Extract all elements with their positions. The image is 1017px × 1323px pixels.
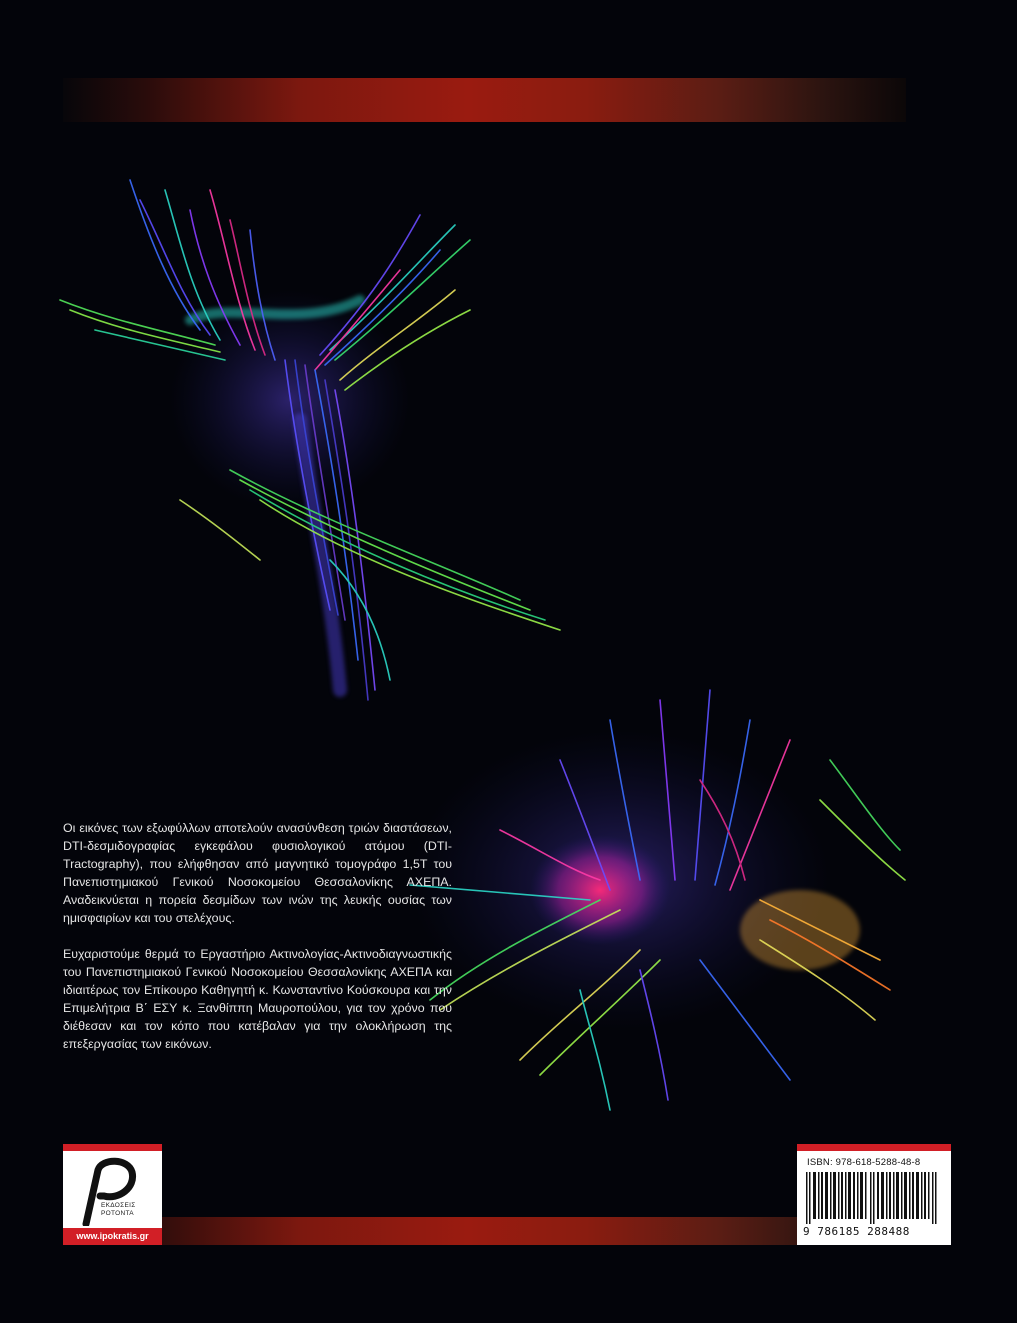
description-paragraph-1: Οι εικόνες των εξωφύλλων αποτελούν ανασύνθεση τριών διαστάσεων, DTI-δεσμιδογραφίας εγκεφάλου φυσιολογικού ατόμου (DTI-Tractography), που ελήφθησαν από μαγνητικό τομογράφο 1,5Τ του Πανεπιστημιακού Γενικού Νοσοκομείου Θεσσαλονίκης ΑΧΕΠΑ. Αναδεικνύεται η πορεία δεσμίδων των ινών της λευκής ουσίας των ημισφαιρίων και του στελέχους.: [63, 821, 452, 925]
publisher-url: www.ipokratis.gr: [63, 1228, 162, 1245]
bottom-gradient-band: [63, 1217, 906, 1245]
publisher-logo: [63, 1144, 162, 1245]
isbn-barcode-box: [797, 1144, 951, 1245]
description-text: [63, 819, 452, 1053]
acknowledgement-paragraph: Ευχαριστούμε θερμά το Εργαστήριο Ακτινολογίας-Ακτινοδιαγνωστικής του Πανεπιστημιακού Γενικού Νοσοκομείου Θεσσαλονίκης ΑΧΕΠΑ και ιδιαιτέρως τον Επίκουρο Καθηγητή κ. Κωνσταντίνο Κούσκουρα και την Επιμελήτρια Β΄ ΕΣΥ κ. Ξανθίππη Μαυροπούλου, για τον χρόνο που διέθεσαν και τον κόπο που κατέβαλαν για την ολοκλήρωση της επεξεργασίας των εικόνων.: [63, 947, 452, 1051]
publisher-name: [101, 1202, 155, 1218]
logo-top-stripe: [63, 1144, 162, 1151]
publisher-name-line-1: ΕΚΔΟΣΕΙΣ: [101, 1202, 136, 1209]
barcode-digits: 9 786185 288488: [803, 1225, 910, 1238]
barcode-bars: [806, 1172, 942, 1224]
barcode-top-stripe: [797, 1144, 951, 1151]
publisher-name-line-2: ΡΟΤΟΝΤΑ: [101, 1210, 134, 1217]
isbn-label: ISBN: 978-618-5288-48-8: [807, 1157, 921, 1168]
